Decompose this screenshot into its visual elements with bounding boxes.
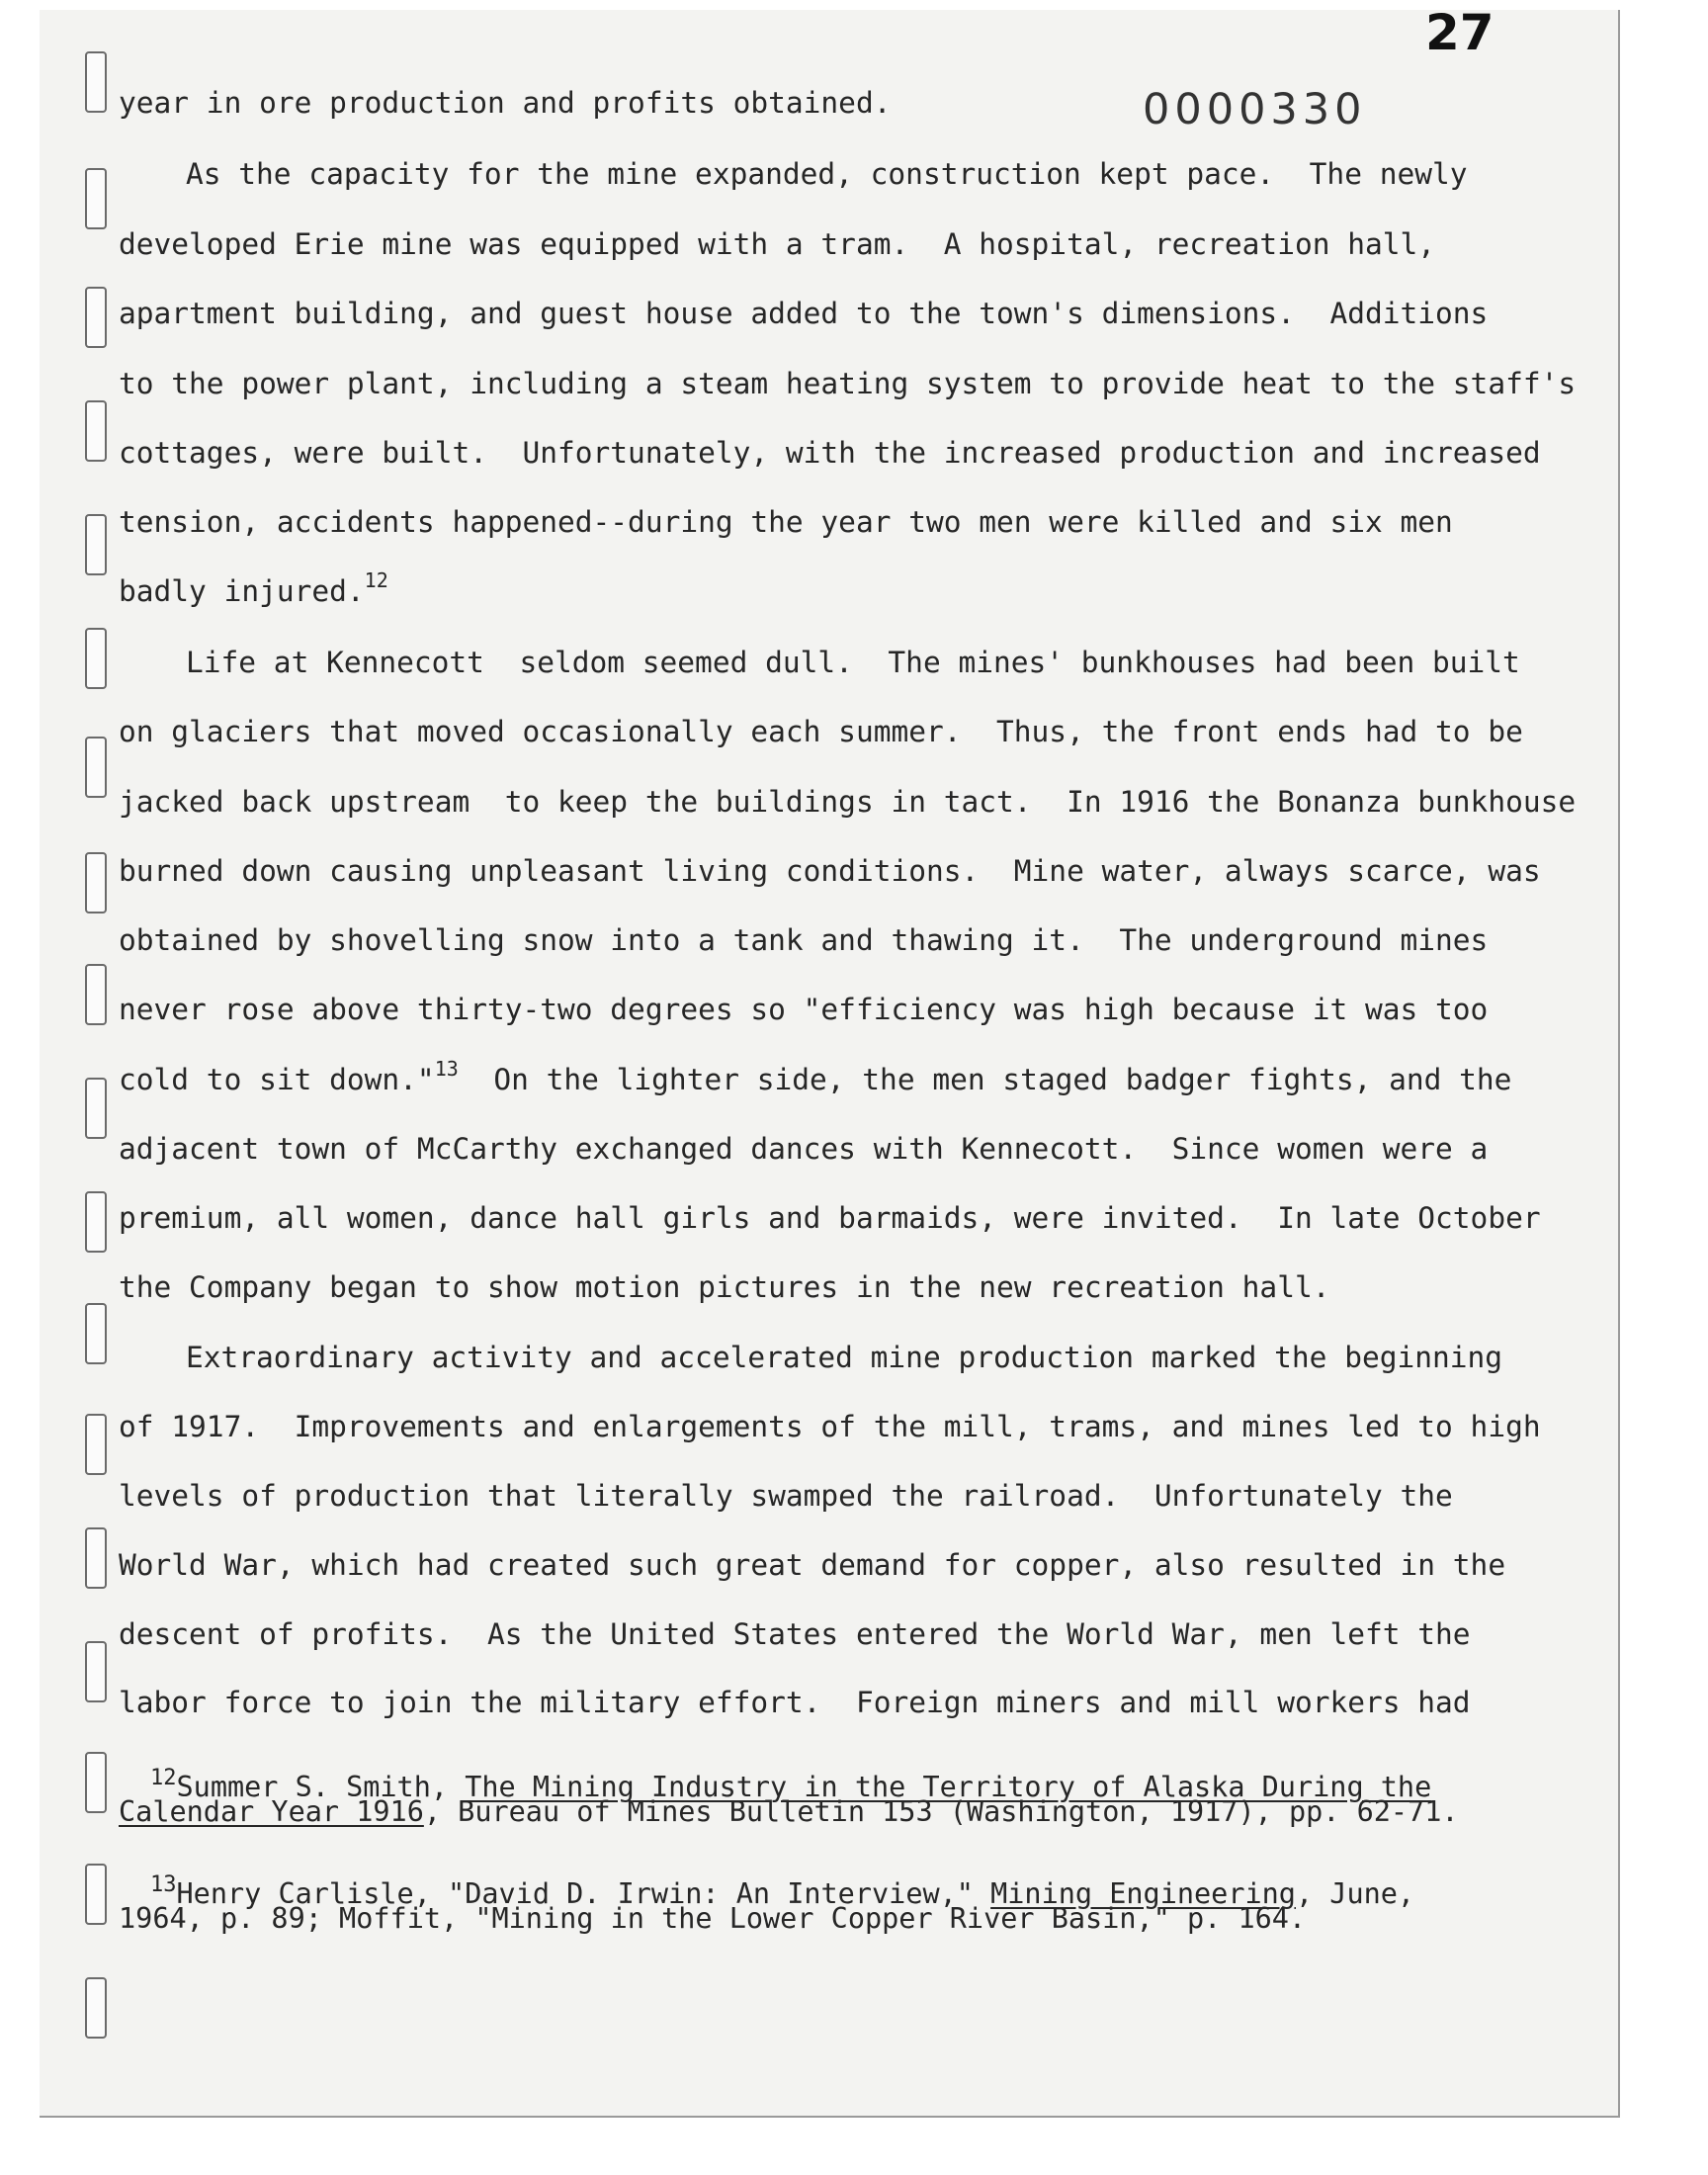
footnote-title: Calendar Year 1916 (119, 1795, 424, 1828)
footnote-title: The Mining Industry in the Territory of Alaska During the (465, 1771, 1432, 1803)
footnote-13-line-2: 1964, p. 89; Moffit, "Mining in the Lower Copper River Basin," p. 164. (119, 1902, 1307, 1935)
body-line: World War, which had created such great demand for copper, also resulted in the (119, 1548, 1506, 1582)
footnote-ref: 13 (434, 1057, 459, 1081)
binder-hole (85, 964, 107, 1025)
body-line: Extraordinary activity and accelerated mine production marked the beginning (186, 1341, 1503, 1374)
body-line-text: badly injured. (119, 574, 365, 608)
binder-hole (85, 1191, 107, 1253)
body-line: burned down causing unpleasant living conditions. Mine water, always scarce, was (119, 854, 1541, 888)
body-line-text: On the lighter side, the men staged badger fights, and the (493, 1063, 1512, 1096)
footnote-mark: 12 (150, 1766, 177, 1790)
body-line: Life at Kennecott seldom seemed dull. The mines' bunkhouses had been built (186, 646, 1520, 679)
body-line: apartment building, and guest house added to the town's dimensions. Additions (119, 297, 1489, 330)
body-line: descent of profits. As the United States entered the World War, men left the (119, 1617, 1471, 1651)
binder-hole (85, 1641, 107, 1702)
binder-hole (85, 737, 107, 798)
body-line: the Company began to show motion pictures in the new recreation hall. (119, 1270, 1330, 1304)
body-line-with-footnote (119, 1057, 1512, 1097)
body-line: jacked back upstream to keep the buildings in tact. In 1916 the Bonanza bunkhouse (119, 785, 1577, 819)
body-line: As the capacity for the mine expanded, construction kept pace. The newly (186, 157, 1468, 191)
footnote-ref: 12 (364, 568, 388, 592)
body-line-with-footnote (119, 568, 388, 609)
footnote-text: Summer S. Smith, (176, 1771, 466, 1803)
body-line: tension, accidents happened--during the year two men were killed and six men (119, 505, 1453, 539)
body-line: premium, all women, dance hall girls and barmaids, were invited. In late October (119, 1201, 1541, 1235)
binder-hole (85, 1752, 107, 1813)
body-line-text: cold to sit down." (119, 1063, 435, 1096)
body-line: adjacent town of McCarthy exchanged dances with Kennecott. Since women were a (119, 1132, 1489, 1166)
binder-hole (85, 400, 107, 462)
footnote-text: , June, (1295, 1877, 1415, 1910)
body-line: obtained by shovelling snow into a tank and thawing it. The underground mines (119, 923, 1489, 957)
binder-hole (85, 1977, 107, 2039)
binder-hole (85, 1303, 107, 1364)
body-line: of 1917. Improvements and enlargements of the mill, trams, and mines led to high (119, 1410, 1541, 1443)
footnote-text: Henry Carlisle, "David D. Irwin: An Interview," (176, 1877, 991, 1910)
body-line: labor force to join the military effort. Foreign miners and mill workers had (119, 1686, 1471, 1719)
binder-hole (85, 51, 107, 113)
binder-hole (85, 168, 107, 229)
footnote-12-line-2 (119, 1795, 1459, 1829)
body-line: year in ore production and profits obtained. (119, 86, 892, 120)
body-line: levels of production that literally swamped the railroad. Unfortunately the (119, 1479, 1453, 1513)
binder-hole (85, 1864, 107, 1925)
binder-hole (85, 1414, 107, 1475)
body-line: to the power plant, including a steam heating system to provide heat to the staff's (119, 367, 1577, 400)
body-line: cottages, were built. Unfortunately, with the increased production and increased (119, 436, 1541, 470)
footnote-mark: 13 (150, 1872, 177, 1897)
binder-hole (85, 1078, 107, 1139)
body-line: never rose above thirty-two degrees so "efficiency was high because it was too (119, 993, 1489, 1026)
binder-hole (85, 514, 107, 575)
binder-hole (85, 852, 107, 914)
footnote-journal: Mining Engineering (990, 1877, 1296, 1910)
footnote-text: , Bureau of Mines Bulletin 153 (Washington, 1917), pp. 62-71. (423, 1795, 1459, 1828)
page-number: 27 (1425, 4, 1494, 61)
body-line: developed Erie mine was equipped with a tram. A hospital, recreation hall, (119, 227, 1436, 261)
binder-hole (85, 1527, 107, 1589)
binder-hole (85, 287, 107, 348)
document-id-stamp: 0000330 (1143, 85, 1367, 134)
body-line: on glaciers that moved occasionally each summer. Thus, the front ends had to be (119, 715, 1523, 748)
binder-hole (85, 628, 107, 689)
